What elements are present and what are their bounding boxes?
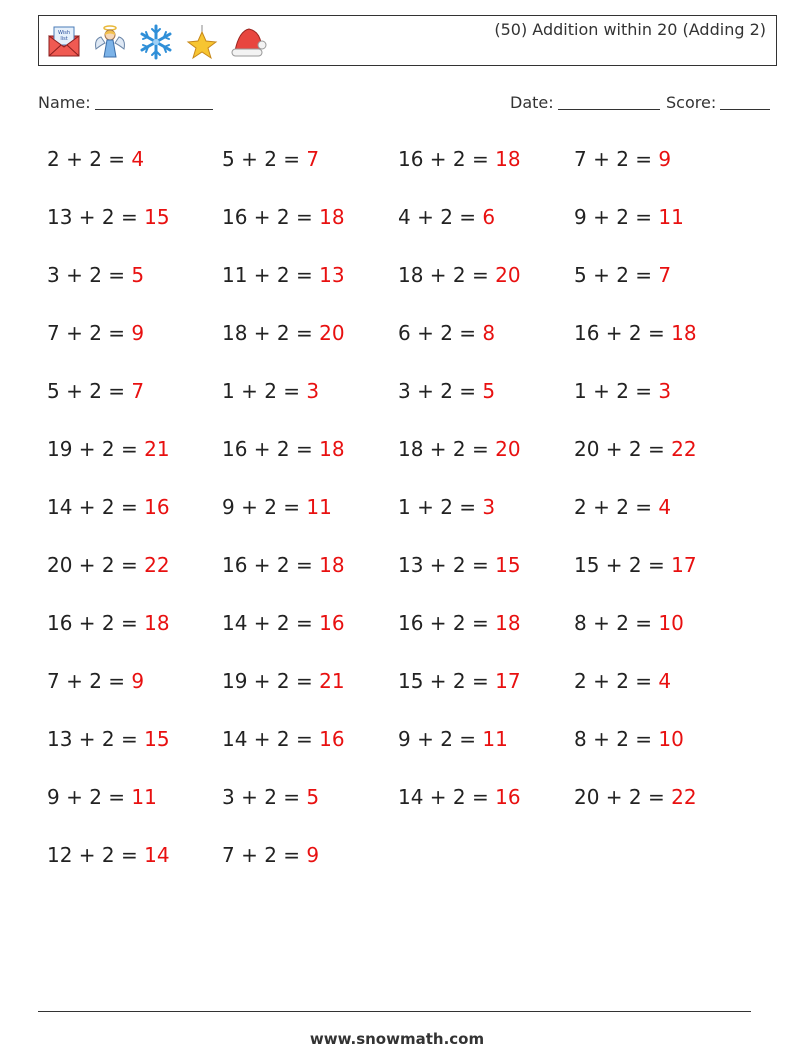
name-field — [38, 93, 213, 112]
problem-answer: 16 — [495, 785, 521, 809]
problem-question: 16 + 2 = — [398, 611, 496, 635]
problem-answer: 21 — [144, 437, 170, 461]
problem-answer: 17 — [495, 669, 521, 693]
wish-list-text-2: list — [60, 36, 68, 42]
problem-item — [398, 147, 521, 171]
problem-answer: 3 — [658, 379, 672, 403]
problem-question: 13 + 2 = — [47, 205, 145, 229]
worksheet-header — [38, 15, 777, 66]
problem-answer: 15 — [144, 205, 170, 229]
problem-item — [222, 437, 345, 461]
problem-answer: 18 — [319, 437, 345, 461]
problem-answer: 15 — [144, 727, 170, 751]
problem-item — [222, 495, 332, 519]
footer-divider — [38, 1011, 751, 1012]
problem-answer: 22 — [671, 785, 697, 809]
problem-question: 18 + 2 = — [398, 437, 496, 461]
problem-question: 5 + 2 = — [47, 379, 132, 403]
problem-answer: 10 — [658, 611, 684, 635]
problem-item — [47, 437, 170, 461]
problem-question: 20 + 2 = — [574, 437, 672, 461]
problem-question: 14 + 2 = — [47, 495, 145, 519]
date-field — [510, 93, 660, 112]
problem-answer: 8 — [482, 321, 496, 345]
problem-item — [398, 553, 521, 577]
angel-icon — [91, 23, 129, 61]
problem-answer: 3 — [306, 379, 320, 403]
problem-question: 16 + 2 = — [574, 321, 672, 345]
problem-answer: 22 — [144, 553, 170, 577]
header-icons — [45, 23, 267, 61]
problem-question: 8 + 2 = — [574, 727, 659, 751]
problem-question: 7 + 2 = — [47, 321, 132, 345]
problem-item — [574, 669, 671, 693]
problem-question: 5 + 2 = — [222, 147, 307, 171]
problem-item — [222, 205, 345, 229]
problem-question: 3 + 2 = — [222, 785, 307, 809]
problem-answer: 9 — [658, 147, 672, 171]
problem-item — [574, 727, 684, 751]
problem-item — [47, 495, 170, 519]
problem-answer: 5 — [131, 263, 145, 287]
problem-item — [574, 321, 697, 345]
problem-item — [574, 611, 684, 635]
worksheet-title: (50) Addition within 20 (Adding 2) — [494, 20, 766, 39]
problem-item — [47, 843, 170, 867]
problem-answer: 18 — [144, 611, 170, 635]
santa-hat-icon — [229, 23, 267, 61]
problem-item — [222, 611, 345, 635]
problem-answer: 9 — [131, 669, 145, 693]
problem-answer: 18 — [319, 205, 345, 229]
problem-answer: 14 — [144, 843, 170, 867]
problem-answer: 4 — [131, 147, 145, 171]
problem-item — [574, 785, 697, 809]
wish-list-text-1: Wish — [58, 30, 70, 36]
snowflake-icon — [137, 23, 175, 61]
problem-item — [47, 611, 170, 635]
problem-answer: 4 — [658, 669, 672, 693]
problem-question: 9 + 2 = — [574, 205, 659, 229]
date-label: Date: — [510, 93, 554, 112]
problem-question: 2 + 2 = — [47, 147, 132, 171]
score-field — [666, 93, 770, 112]
problem-answer: 16 — [319, 727, 345, 751]
problem-item — [398, 205, 495, 229]
problem-answer: 4 — [658, 495, 672, 519]
problem-answer: 17 — [671, 553, 697, 577]
name-blank[interactable] — [95, 93, 213, 110]
problem-item — [47, 147, 144, 171]
problem-question: 1 + 2 = — [222, 379, 307, 403]
problem-question: 14 + 2 = — [222, 727, 320, 751]
problem-item — [222, 553, 345, 577]
problem-item — [398, 263, 521, 287]
problem-answer: 20 — [495, 437, 521, 461]
problem-question: 1 + 2 = — [574, 379, 659, 403]
problem-item — [398, 669, 521, 693]
problem-question: 3 + 2 = — [47, 263, 132, 287]
problem-question: 16 + 2 = — [47, 611, 145, 635]
problem-question: 7 + 2 = — [222, 843, 307, 867]
problem-item — [574, 263, 671, 287]
problem-answer: 20 — [319, 321, 345, 345]
problem-item — [398, 321, 495, 345]
problem-answer: 9 — [306, 843, 320, 867]
problem-item — [47, 785, 157, 809]
problem-item — [222, 321, 345, 345]
problem-question: 13 + 2 = — [398, 553, 496, 577]
problem-answer: 18 — [319, 553, 345, 577]
problem-item — [398, 611, 521, 635]
problem-question: 12 + 2 = — [47, 843, 145, 867]
problem-answer: 18 — [671, 321, 697, 345]
problem-question: 9 + 2 = — [47, 785, 132, 809]
problem-item — [574, 553, 697, 577]
problem-answer: 22 — [671, 437, 697, 461]
problem-answer: 18 — [495, 611, 521, 635]
problem-question: 16 + 2 = — [222, 437, 320, 461]
problem-question: 9 + 2 = — [398, 727, 483, 751]
star-ornament-icon — [183, 23, 221, 61]
problem-item — [47, 263, 144, 287]
problem-question: 2 + 2 = — [574, 495, 659, 519]
problem-answer: 11 — [306, 495, 332, 519]
problem-item — [222, 379, 319, 403]
problem-answer: 7 — [131, 379, 145, 403]
wish-list-envelope-icon — [45, 23, 83, 61]
problem-question: 19 + 2 = — [222, 669, 320, 693]
problem-question: 3 + 2 = — [398, 379, 483, 403]
problem-item — [47, 669, 144, 693]
problem-answer: 11 — [131, 785, 157, 809]
problem-answer: 9 — [131, 321, 145, 345]
problem-question: 9 + 2 = — [222, 495, 307, 519]
problem-question: 16 + 2 = — [222, 553, 320, 577]
problem-question: 20 + 2 = — [47, 553, 145, 577]
problem-answer: 3 — [482, 495, 496, 519]
problem-answer: 21 — [319, 669, 345, 693]
problem-question: 20 + 2 = — [574, 785, 672, 809]
problem-item — [222, 843, 319, 867]
problem-item — [398, 495, 495, 519]
problem-item — [47, 321, 144, 345]
score-label: Score: — [666, 93, 717, 112]
problem-answer: 5 — [306, 785, 320, 809]
problem-question: 4 + 2 = — [398, 205, 483, 229]
problem-question: 7 + 2 = — [574, 147, 659, 171]
problem-item — [222, 727, 345, 751]
problem-question: 18 + 2 = — [398, 263, 496, 287]
problem-question: 7 + 2 = — [47, 669, 132, 693]
problem-question: 11 + 2 = — [222, 263, 320, 287]
problem-answer: 6 — [482, 205, 496, 229]
problem-question: 19 + 2 = — [47, 437, 145, 461]
problem-item — [574, 205, 684, 229]
problem-item — [47, 727, 170, 751]
problem-item — [574, 147, 671, 171]
problem-item — [574, 437, 697, 461]
problem-question: 14 + 2 = — [398, 785, 496, 809]
problem-question: 2 + 2 = — [574, 669, 659, 693]
problem-item — [222, 263, 345, 287]
problem-question: 13 + 2 = — [47, 727, 145, 751]
score-blank[interactable] — [720, 93, 770, 110]
problem-question: 15 + 2 = — [398, 669, 496, 693]
problem-answer: 10 — [658, 727, 684, 751]
date-blank[interactable] — [558, 93, 660, 110]
problem-answer: 7 — [306, 147, 320, 171]
problem-answer: 16 — [319, 611, 345, 635]
problem-answer: 7 — [658, 263, 672, 287]
problem-item — [222, 669, 345, 693]
problem-question: 15 + 2 = — [574, 553, 672, 577]
problem-item — [398, 437, 521, 461]
name-label: Name: — [38, 93, 91, 112]
problem-answer: 13 — [319, 263, 345, 287]
problem-question: 6 + 2 = — [398, 321, 483, 345]
problem-answer: 20 — [495, 263, 521, 287]
problem-item — [222, 147, 319, 171]
problem-question: 18 + 2 = — [222, 321, 320, 345]
problem-item — [398, 379, 495, 403]
problem-question: 1 + 2 = — [398, 495, 483, 519]
problem-item — [574, 495, 671, 519]
problem-item — [398, 785, 521, 809]
problem-question: 16 + 2 = — [222, 205, 320, 229]
problem-item — [47, 553, 170, 577]
problem-item — [222, 785, 319, 809]
problem-answer: 15 — [495, 553, 521, 577]
problem-question: 14 + 2 = — [222, 611, 320, 635]
problem-question: 16 + 2 = — [398, 147, 496, 171]
problem-item — [47, 205, 170, 229]
problem-answer: 16 — [144, 495, 170, 519]
problem-question: 5 + 2 = — [574, 263, 659, 287]
problem-answer: 18 — [495, 147, 521, 171]
problem-answer: 11 — [482, 727, 508, 751]
problem-answer: 11 — [658, 205, 684, 229]
problem-item — [574, 379, 671, 403]
problem-item — [398, 727, 508, 751]
problem-answer: 5 — [482, 379, 496, 403]
problem-item — [47, 379, 144, 403]
problem-question: 8 + 2 = — [574, 611, 659, 635]
footer-url[interactable]: www.snowmath.com — [309, 1030, 485, 1048]
